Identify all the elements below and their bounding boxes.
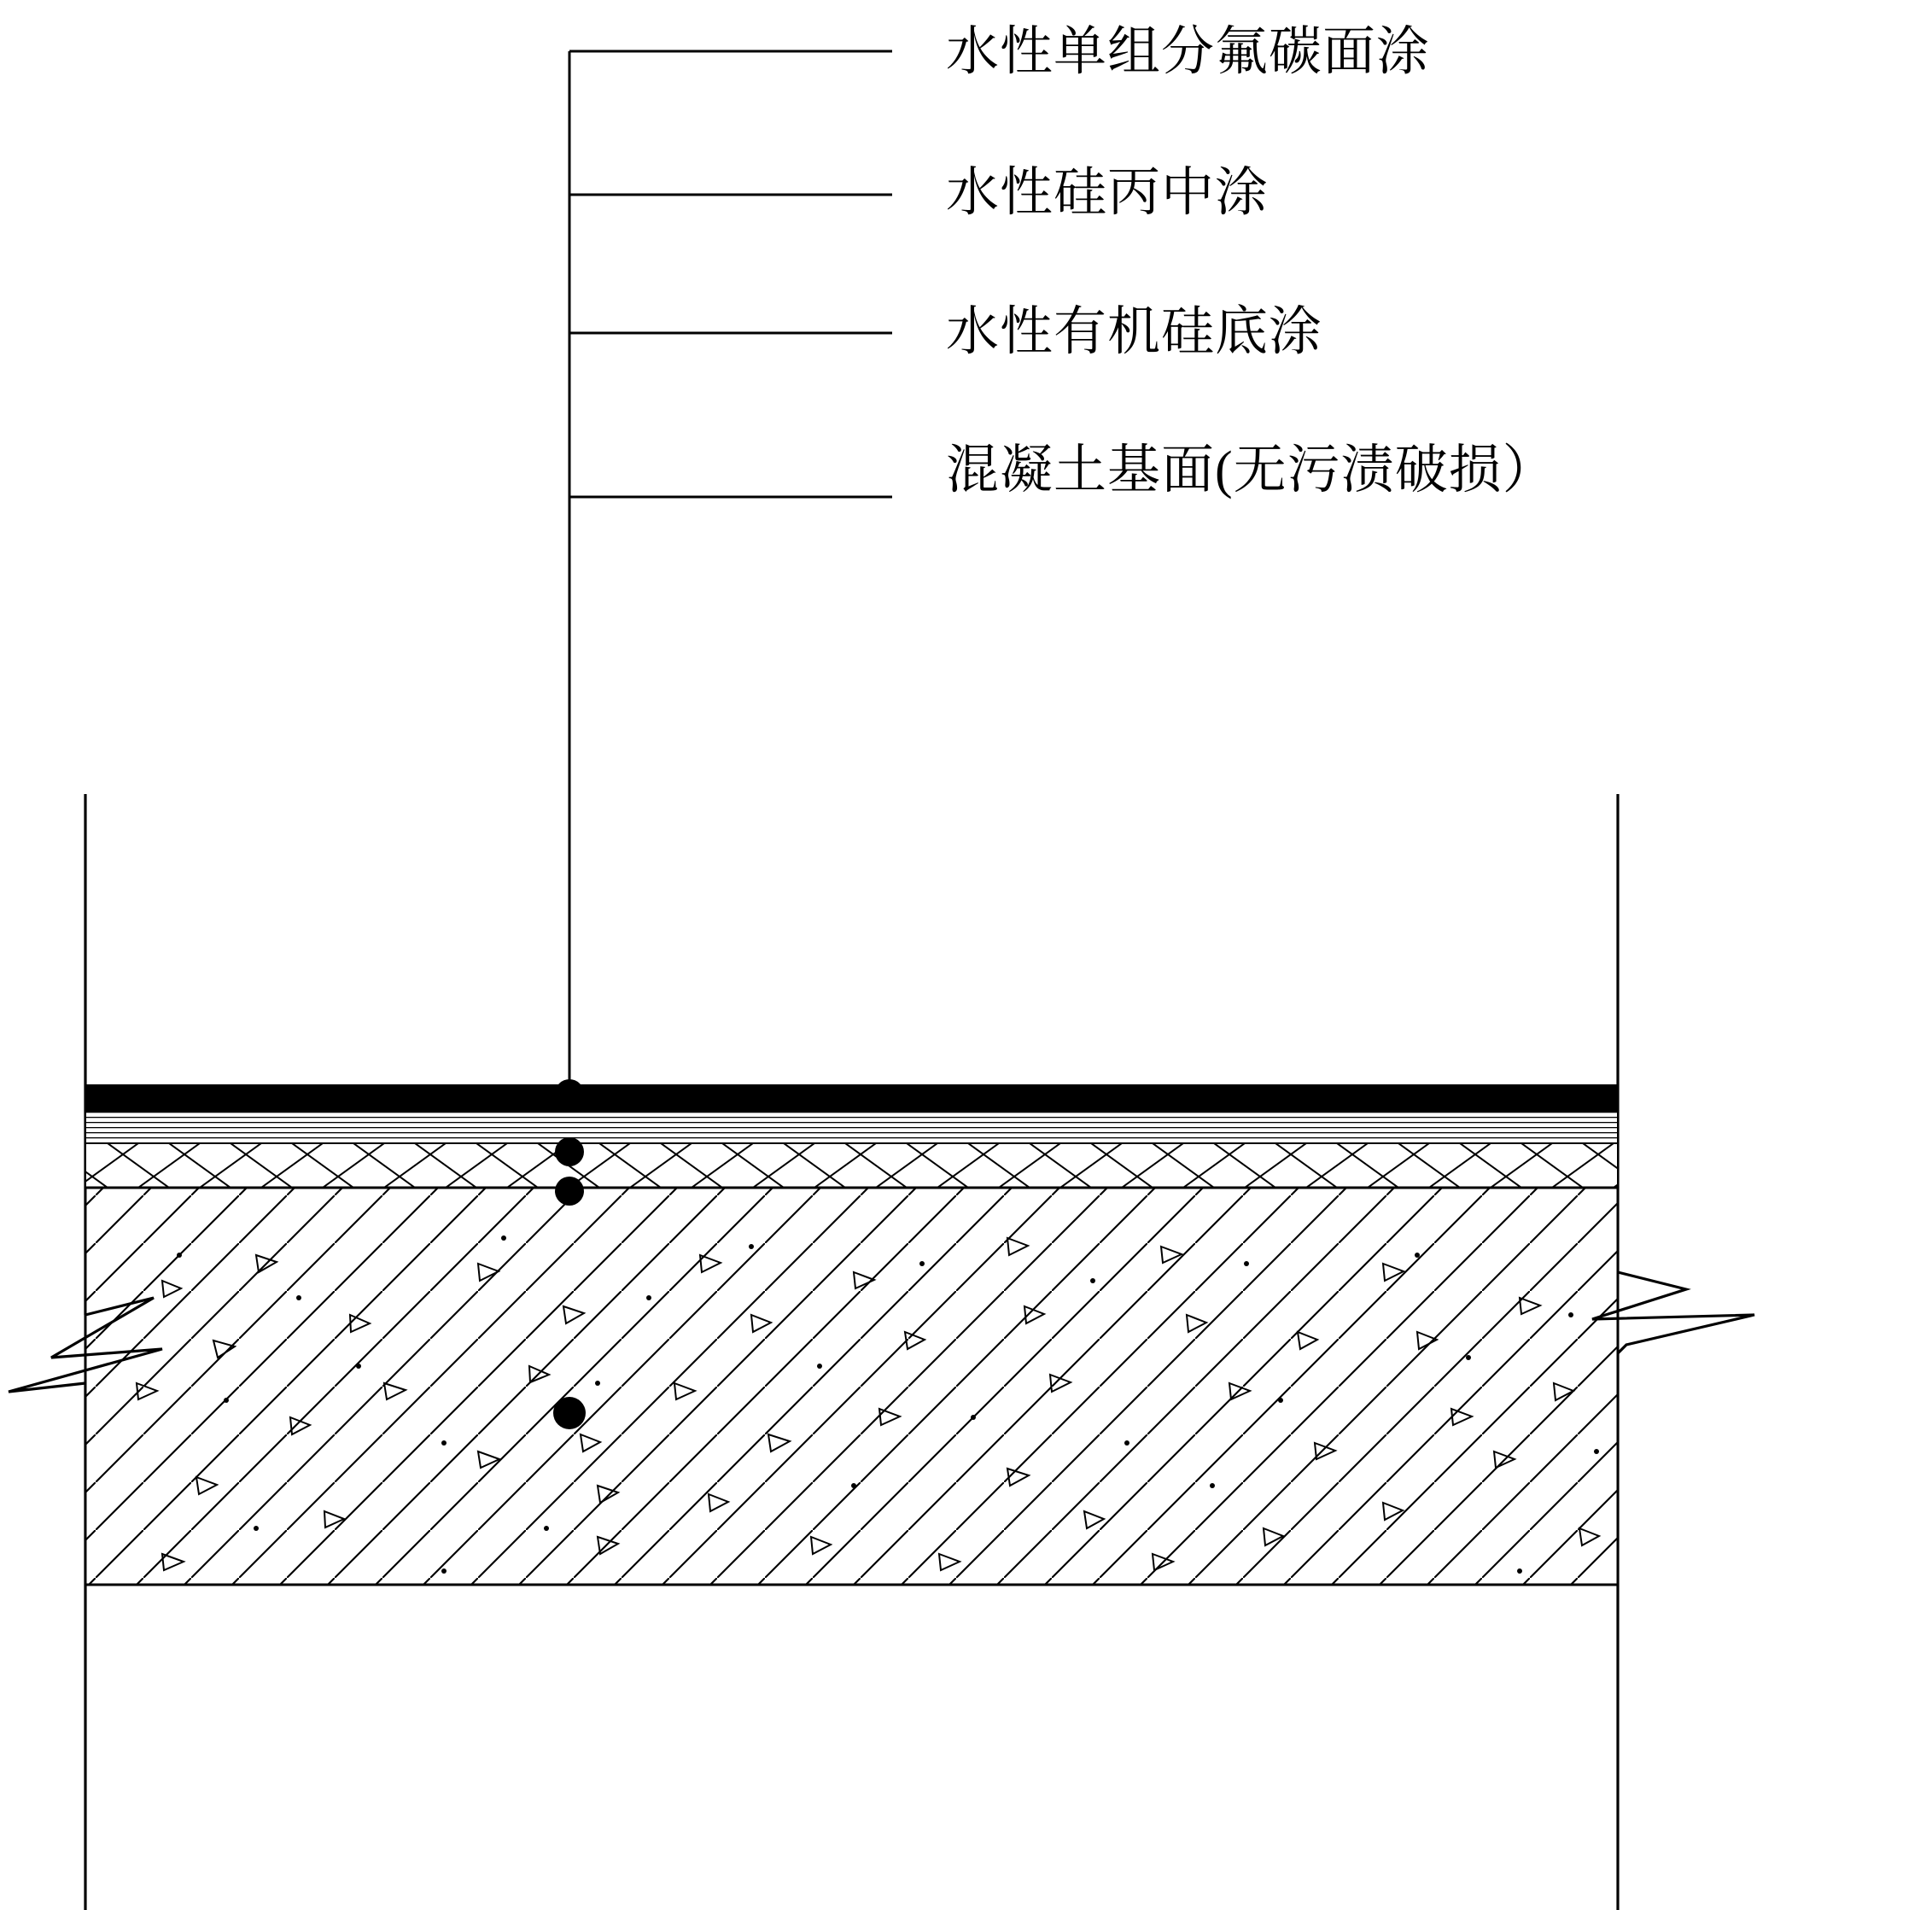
- layer-finish-coat: [85, 1085, 1618, 1111]
- layer-primer-coat: [85, 1143, 1618, 1188]
- leader-dot-finish: [555, 1079, 584, 1108]
- leader-dot-mid: [555, 1137, 584, 1166]
- leader-dot-substrate: [553, 1397, 586, 1429]
- layer-concrete-substrate: [85, 1188, 1618, 1585]
- callout-label-substrate: 混凝土基面(无污渍破损）: [946, 441, 1556, 499]
- layer-mid-coat: [85, 1111, 1618, 1143]
- callout-label-primer: 水性有机硅底涂: [946, 303, 1323, 361]
- callout-label-midcoat: 水性硅丙中涂: [946, 164, 1270, 222]
- callout-label-topcoat: 水性单组分氟碳面涂: [946, 23, 1431, 81]
- leader-dot-primer: [555, 1177, 584, 1206]
